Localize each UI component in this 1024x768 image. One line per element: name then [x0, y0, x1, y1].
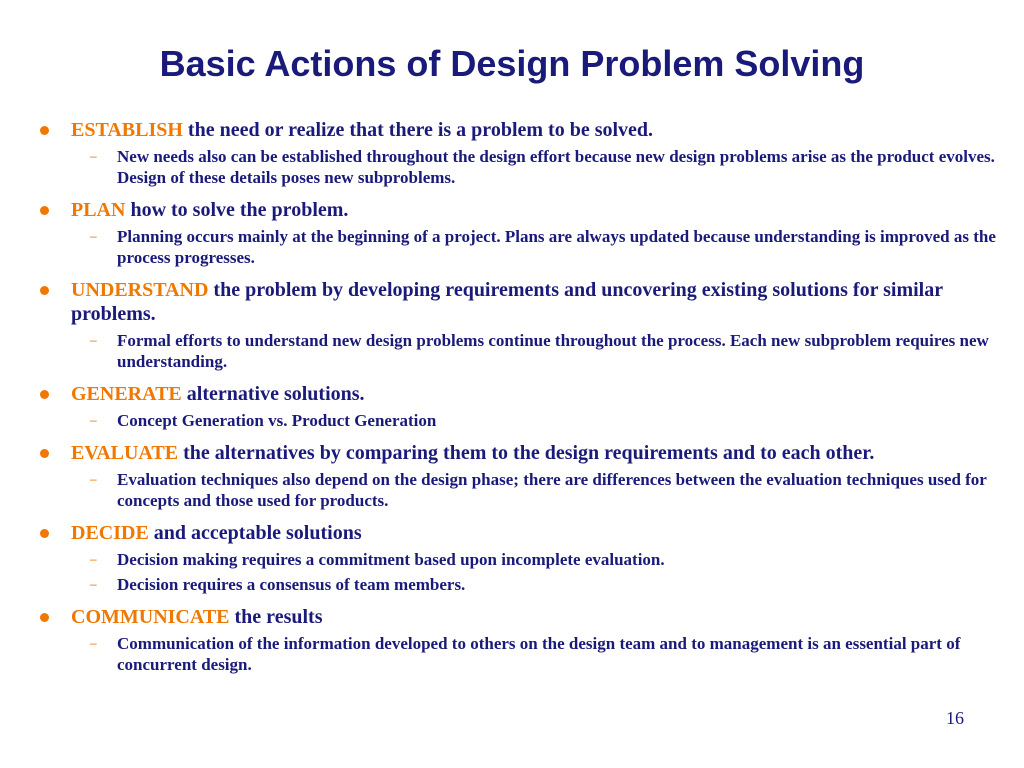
- bullet-text: the results: [229, 606, 323, 628]
- sub-bullet: [40, 330, 1000, 372]
- bullet-keyword: ESTABLISH: [71, 119, 183, 141]
- bullet-text: the problem by developing requirements and uncovering existing solutions for similar problems.: [71, 279, 943, 325]
- bullet-text: the need or realize that there is a problem to be solved.: [182, 119, 654, 141]
- dash-icon: –: [90, 149, 97, 163]
- sub-bullet: [40, 549, 1000, 570]
- dash-icon: –: [90, 552, 97, 566]
- dash-icon: –: [90, 229, 97, 243]
- bullet-text: alternative solutions.: [181, 383, 365, 405]
- slide-title: Basic Actions of Design Problem Solving: [159, 43, 865, 84]
- sub-bullet-text: Concept Generation vs. Product Generation: [117, 411, 437, 430]
- bullet-dot-icon: [40, 206, 49, 215]
- bullet-item-decide: [40, 521, 1000, 545]
- bullet-keyword: GENERATE: [71, 383, 182, 405]
- sub-bullet: [40, 410, 1000, 431]
- sub-bullet: [40, 146, 1000, 188]
- bullet-item-understand: [40, 278, 1000, 326]
- dash-icon: –: [90, 577, 97, 591]
- bullet-item-establish: [40, 118, 1000, 142]
- sub-bullet: [40, 574, 1000, 595]
- sub-bullet-text: Communication of the information developed to others on the design team and to management is an essential part of concurrent design.: [117, 634, 961, 674]
- bullet-text: and acceptable solutions: [148, 522, 362, 544]
- sub-bullet: [40, 633, 1000, 675]
- bullet-text: the alternatives by comparing them to the design requirements and to each other.: [178, 442, 875, 464]
- bullet-keyword: UNDERSTAND: [71, 279, 209, 301]
- page-number: 16: [946, 708, 964, 728]
- dash-icon: –: [90, 636, 97, 650]
- sub-bullet-text: New needs also can be established throughout the design effort because new design problems arise as the product evolves. Design of these details poses new subproblems.: [117, 147, 995, 187]
- bullet-list: [40, 118, 1000, 675]
- bullet-dot-icon: [40, 126, 49, 135]
- dash-icon: –: [90, 333, 97, 347]
- bullet-keyword: PLAN: [71, 199, 126, 221]
- sub-bullet-text: Decision making requires a commitment based upon incomplete evaluation.: [117, 550, 665, 569]
- bullet-keyword: EVALUATE: [71, 442, 179, 464]
- dash-icon: –: [90, 413, 97, 427]
- sub-bullet: [40, 226, 1000, 268]
- sub-bullet: [40, 469, 1000, 511]
- bullet-dot-icon: [40, 613, 49, 622]
- sub-bullet-text: Decision requires a consensus of team members.: [117, 575, 466, 594]
- bullet-item-communicate: [40, 605, 1000, 629]
- bullet-text: how to solve the problem.: [125, 199, 349, 221]
- bullet-item-evaluate: [40, 441, 1000, 465]
- bullet-dot-icon: [40, 390, 49, 399]
- bullet-dot-icon: [40, 529, 49, 538]
- bullet-item-generate: [40, 382, 1000, 406]
- bullet-dot-icon: [40, 449, 49, 458]
- sub-bullet-text: Formal efforts to understand new design problems continue throughout the process. Each new subproblem requires new understanding.: [117, 331, 989, 371]
- bullet-dot-icon: [40, 286, 49, 295]
- sub-bullet-text: Evaluation techniques also depend on the design phase; there are differences between the evaluation techniques used for concepts and those used for products.: [117, 470, 987, 510]
- bullet-item-plan: [40, 198, 1000, 222]
- dash-icon: –: [90, 472, 97, 486]
- bullet-keyword: DECIDE: [71, 522, 149, 544]
- bullet-keyword: COMMUNICATE: [71, 606, 230, 628]
- sub-bullet-text: Planning occurs mainly at the beginning of a project. Plans are always updated because understanding is improved as the process progresses.: [117, 227, 996, 267]
